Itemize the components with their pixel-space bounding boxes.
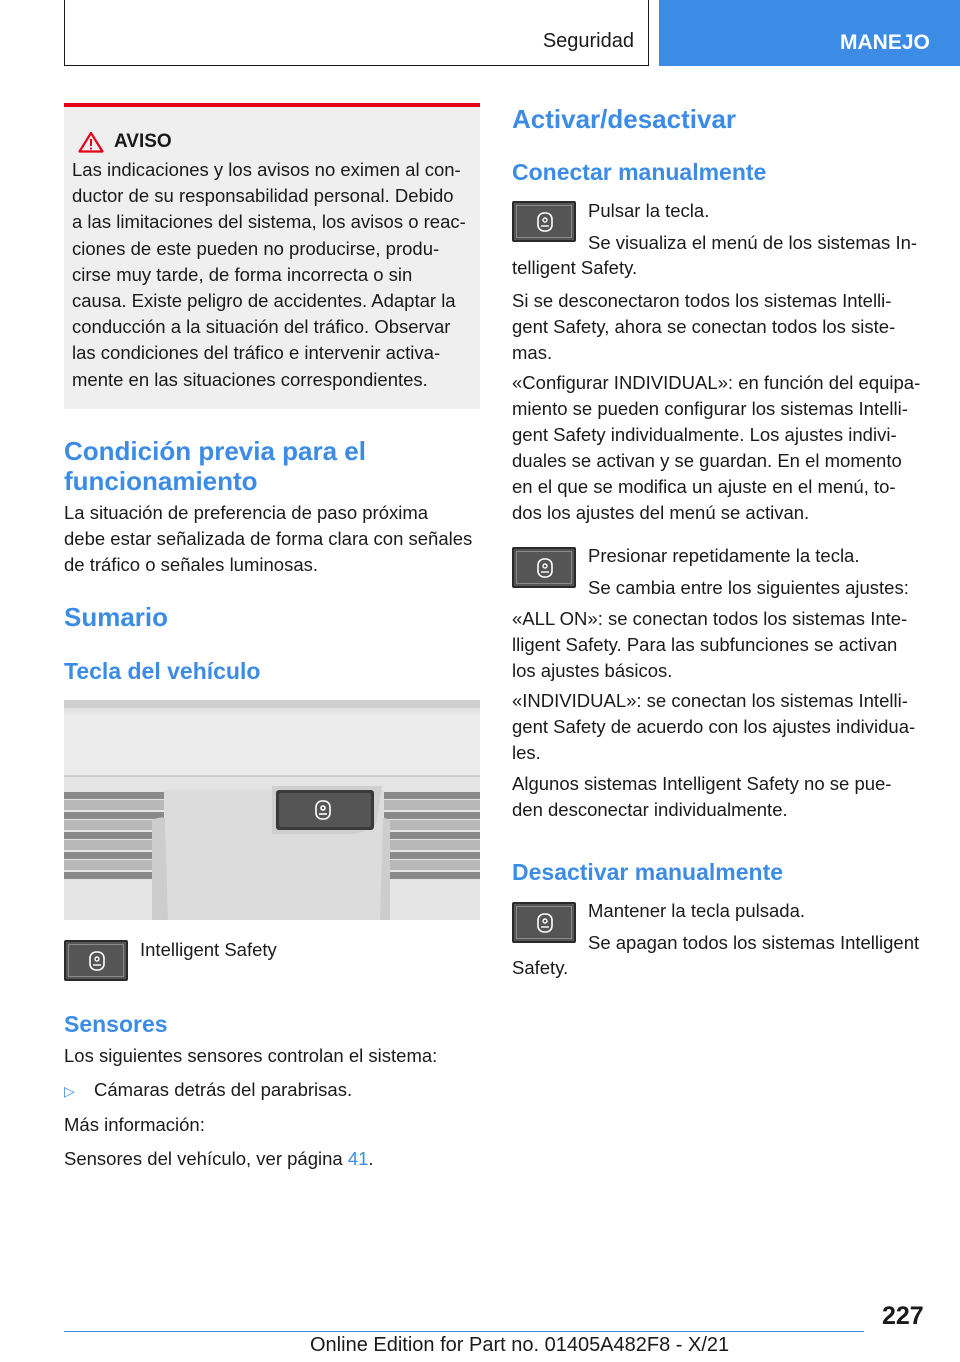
warning-line: cirse muy tarde, de forma incorrecta o sin [72,263,413,285]
warning-line: ciones de este pueden no producirse, produ- [72,237,440,259]
key-icon-connect [512,201,576,242]
sensors-section [64,1043,480,1172]
page-number: 227 [882,1302,924,1330]
vehicle-key-subheading: Tecla del vehículo [64,658,261,684]
car-assist-icon [537,212,553,232]
menu-shown-text-1: Se visualiza el menú de los sistemas In- [588,232,918,253]
precondition-line: La situación de preferencia de paso próxima [64,502,429,523]
summary-heading: Sumario [64,602,169,632]
key-icon-hold [512,902,576,943]
switch-settings-text: Se cambia entre los siguientes ajustes: [588,577,909,598]
paragraph-individual: «INDIVIDUAL»: se conectan los sistemas Intelli- gent Safety de acuerdo con los ajustes individua- les. [512,690,916,763]
vehicle-console-photo [64,700,480,920]
footer-edition: Online Edition for Part no. 01405A482F8 - X/21 [310,1334,730,1356]
console-illustration [64,700,480,920]
warning-title: AVISO [114,131,172,152]
warning-triangle-icon [78,131,104,153]
warning-line: conducción a la situación del tráfico. Observar [72,316,451,338]
car-assist-icon [537,913,553,933]
manual-on-subheading: Conectar manualmente [512,159,767,185]
intelligent-safety-caption: Intelligent Safety [140,939,277,960]
bullet-triangle-icon: ▷ [64,1083,75,1099]
warning-line: ductor de su responsabilidad personal. Debido [72,185,454,207]
warning-line: mente en las situaciones correspondientes. [72,368,428,390]
precondition-line: de tráfico o señales luminosas. [64,554,318,575]
header-chapter-title: MANEJO [840,31,930,54]
header-section-title: Seguridad [542,30,634,52]
press-key-text: Pulsar la tecla. [588,200,710,221]
key-icon-repeat [512,547,576,588]
sensors-reference: Sensores del vehículo, ver página 41. [64,1148,374,1169]
activate-heading: Activar/desactivar [512,104,737,134]
header-section-box [64,0,649,66]
sensors-bullet-item: ▷ Cámaras detrás del parabrisas. [64,1077,480,1104]
menu-shown-text-2: telligent Safety. [512,257,638,278]
paragraph-all-on: «ALL ON»: se conectan todos los sistemas Inte- lligent Safety. Para las subfunciones se activan los ajustes básicos. [512,608,908,681]
paragraph-cannot-disconnect: Algunos sistemas Intelligent Safety no se pue- den desconectar individualmente. [512,773,892,820]
warning-line: causa. Existe peligro de accidentes. Adaptar la [72,290,456,312]
all-off-text-1: Se apagan todos los sistemas Intelligent [588,932,920,953]
footer-divider [64,1331,864,1332]
page-link-41[interactable]: 41 [347,1148,369,1169]
paragraph-reconnect: Si se desconectaron todos los sistemas Intelli- gent Safety, ahora se conectan todos los siste- mas. [512,290,896,363]
more-info-label: Más información: [64,1114,205,1135]
intelligent-safety-button-icon [64,940,128,981]
press-repeatedly-text: Presionar repetidamente la tecla. [588,545,860,566]
paragraph-configure-individual: «Configurar INDIVIDUAL»: en función del equipa- miento se pueden configurar los sistemas Intelli- gent Safety individualmente. Los ajustes indivi- duales se activan y se guardan. En el momento en el que se modifica un ajuste en el menú, to- dos los ajustes del menú se activan. [512,372,921,523]
sensors-heading: Sensores [64,1011,168,1037]
warning-line: a las limitaciones del sistema, los avisos o reac- [72,211,466,233]
precondition-line: debe estar señalizada de forma clara con señales [64,528,473,549]
warning-line: las condiciones del tráfico e intervenir activa- [72,342,441,364]
manual-off-subheading: Desactivar manualmente [512,859,784,885]
sensors-intro: Los siguientes sensores controlan el sistema: [64,1045,438,1066]
car-assist-icon [537,558,553,578]
precondition-heading: Condición previa para el funcionamiento [64,436,366,496]
header-chapter-tab [659,0,960,66]
car-assist-icon [89,951,105,971]
warning-box [64,103,480,409]
all-off-text-2: Safety. [512,957,569,978]
precondition-section [64,436,480,578]
hold-key-text: Mantener la tecla pulsada. [588,900,805,921]
warning-line: Las indicaciones y los avisos no eximen al con- [72,159,461,180]
warning-title-row [78,131,472,153]
